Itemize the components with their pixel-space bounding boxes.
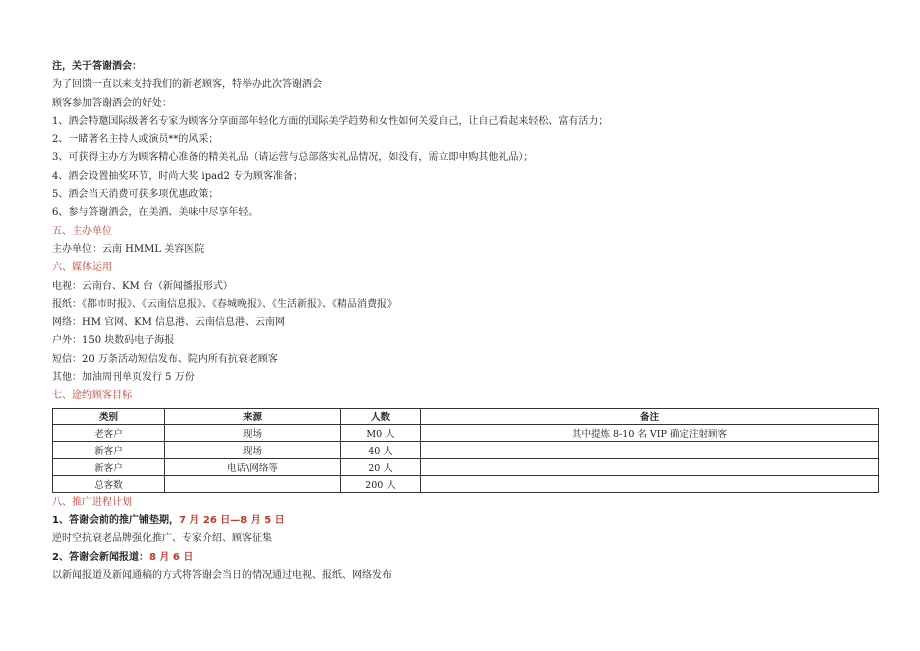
- benefits-title: 顾客参加答谢酒会的好处：: [52, 97, 172, 109]
- table-cell: [165, 475, 341, 492]
- table-row: [53, 475, 879, 492]
- customer-targets-table: [52, 408, 879, 493]
- table-cell: 40 人: [341, 441, 421, 458]
- media-heading: 六、媒体运用: [52, 262, 112, 274]
- table-cell: 现场: [165, 424, 341, 441]
- document-page: [52, 58, 882, 585]
- column-header-count: 人数: [341, 408, 421, 424]
- table-cell: [421, 475, 879, 492]
- column-header-remark: 备注: [421, 408, 879, 424]
- promotion-phase1: [52, 512, 882, 530]
- media-item: 户外：150 块数码电子海报: [52, 335, 175, 347]
- table-cell: 电话\网络等: [165, 458, 341, 475]
- party-intro: 为了回馈一直以来支持我们的新老顾客，特举办此次答谢酒会: [52, 79, 322, 91]
- table-cell: 20 人: [341, 458, 421, 475]
- media-item: 短信：20 万条活动短信发布、院内所有抗衰老顾客: [52, 353, 278, 365]
- phase1-date: 7 月 26 日—8 月 5 日: [178, 514, 285, 526]
- media-item: 报纸：《都市时报》、《云南信息报》、《春城晚报》、《生活新报》、《精品消费报》: [52, 298, 397, 310]
- targets-heading: 七、途约顾客目标: [52, 390, 132, 402]
- table-row: [53, 424, 879, 441]
- table-cell: 新客户: [53, 458, 165, 475]
- benefit-item: 6、参与答谢酒会，在美酒、美味中尽享年轻。: [52, 207, 259, 219]
- media-item: 网络：HM 官网、KM 信息港、云南信息港、云南网: [52, 317, 286, 329]
- party-note-heading: 注，关于答谢酒会：: [52, 61, 142, 72]
- table-cell: 其中提炼 8-10 名 VIP 确定注射顾客: [421, 424, 879, 441]
- phase1-text: 逆时空抗衰老品牌强化推广、专家介绍、顾客征集: [52, 533, 272, 545]
- organizer-heading: 五、主办单位: [52, 225, 112, 237]
- organizer-text: 主办单位：云南 HMML 美容医院: [52, 243, 205, 255]
- phase2-text: 以新闻报道及新闻通稿的方式将答谢会当日的情况通过电视、报纸、网络发布: [52, 569, 392, 581]
- table-cell: 老客户: [53, 424, 165, 441]
- benefit-item: 4、酒会设置抽奖环节，时尚大奖 ipad2 专为顾客准备；: [52, 170, 304, 182]
- media-item: 电视：云南台、KM 台（新闻播报形式）: [52, 280, 233, 292]
- table-cell: 新客户: [53, 441, 165, 458]
- phase2-date: 8 月 6 日: [148, 551, 194, 563]
- table-cell: [421, 458, 879, 475]
- phase1-title: 1、答谢会前的推广铺垫期，: [52, 514, 179, 526]
- table-cell: [421, 441, 879, 458]
- table-cell: 总客数: [53, 475, 165, 492]
- table-cell: M0 人: [341, 424, 421, 441]
- promotion-heading: 八、推广进程计划: [52, 496, 132, 508]
- media-item: 其他：加油周刊单页发行 5 万份: [52, 372, 195, 384]
- column-header-source: 来源: [165, 408, 341, 424]
- table-row: [53, 458, 879, 475]
- table-row: [53, 441, 879, 458]
- benefit-item: 3、可获得主办方为顾客精心准备的精美礼品（请运营与总部落实礼品情况，如没有，需立即申购其他礼品）；: [52, 152, 534, 164]
- benefit-item: 5、酒会当天消费可获多项优惠政策；: [52, 189, 219, 201]
- column-header-category: 类别: [53, 408, 165, 424]
- benefit-item: 1、酒会特邀国际级著名专家为顾客分享面部年轻化方面的国际美学趋势和女性如何关爱自己，让自己看起来轻松、富有活力；: [52, 115, 609, 127]
- table-cell: 现场: [165, 441, 341, 458]
- table-cell: 200 人: [341, 475, 421, 492]
- benefit-item: 2、一睹著名主持人或演员**的风采；: [52, 134, 219, 146]
- promotion-phase2: [52, 549, 882, 567]
- phase2-title: 2、答谢会新闻报道：: [52, 551, 149, 563]
- table-header-row: [53, 408, 879, 424]
